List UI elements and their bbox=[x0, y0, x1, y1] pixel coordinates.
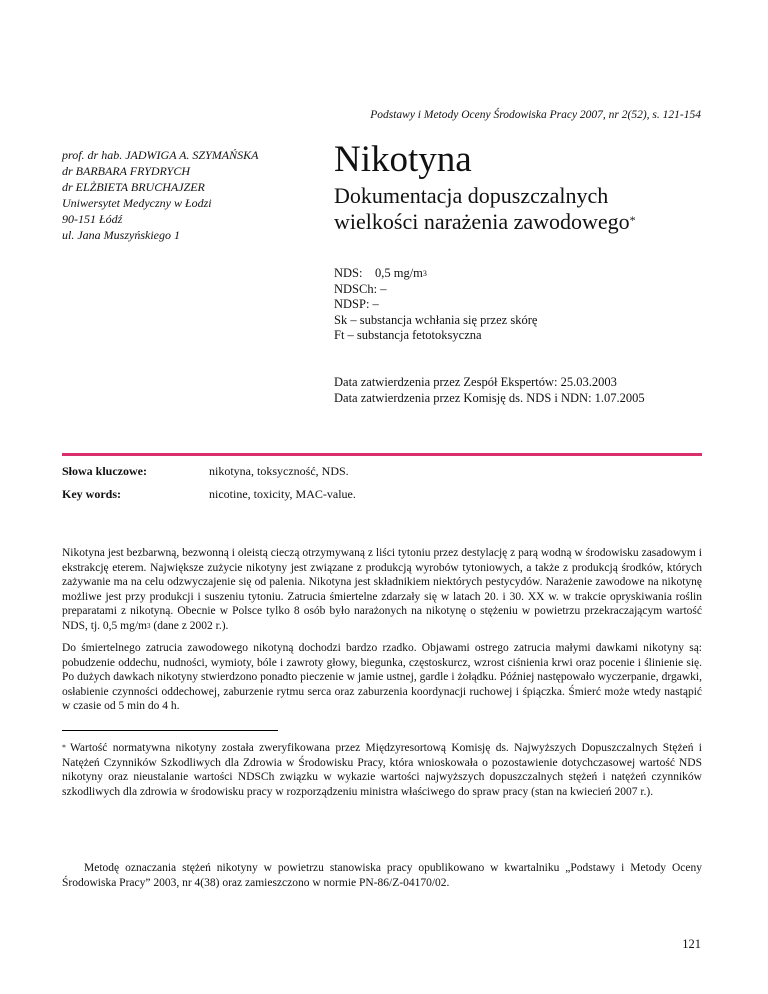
author-block bbox=[62, 147, 322, 243]
footnote-text: Wartość normatywna nikotyny została zweryfikowana przez Międzyresortową Komisję ds. Najwyższych Dopuszczalnych Stężeń i Natężeń Czynników Szkodliwych dla Zdrowia w Środowisku Pracy, która wnioskowała o pozostawienie dotychczasowej wartość NDS nikotyny oraz nieustalanie wartości NDSCh związku w wykazie wartości najwyższych dopuszczalnych stężeń i natężeń czynników szkodliwych dla zdrowia w środowisku pracy w rozporządzeniu ministra właściwego do spraw pracy (stan na kwiecień 2007 r.). bbox=[62, 742, 702, 798]
subtitle bbox=[334, 183, 636, 235]
section-divider bbox=[62, 453, 702, 456]
author-name: prof. dr hab. JADWIGA A. SZYMAŃSKA bbox=[62, 148, 259, 162]
nds-line bbox=[334, 266, 537, 282]
abstract-paragraph-1 bbox=[62, 546, 702, 634]
abstract-p1-exponent: 3 bbox=[146, 621, 151, 630]
keywords-pl-label: Słowa kluczowe: bbox=[62, 464, 147, 478]
sk-line: Sk – substancja wchłania się przez skórę bbox=[334, 312, 538, 327]
ndsp-line: NDSP: – bbox=[334, 297, 379, 311]
footnote-divider bbox=[62, 730, 278, 731]
nds-label: NDS: bbox=[334, 266, 363, 280]
author-name: dr BARBARA FRYDRYCH bbox=[62, 164, 191, 178]
subtitle-line-2 bbox=[334, 209, 636, 235]
footnote-marker: * bbox=[629, 213, 636, 227]
footnote bbox=[62, 741, 702, 799]
author-affiliation: Uniwersytet Medyczny w Łodzi bbox=[62, 196, 212, 210]
ft-line: Ft – substancja fetotoksyczna bbox=[334, 328, 482, 342]
author-street: ul. Jana Muszyńskiego 1 bbox=[62, 228, 180, 242]
keywords-en-label: Key words: bbox=[62, 487, 121, 501]
footnote-mark: * bbox=[62, 743, 66, 752]
method-note: Metodę oznaczania stężeń nikotyny w powietrzu stanowiska pracy opublikowano w kwartalniku „Podstawy i Metody Oceny Środowiska Pracy” 2003, nr 4(38) oraz zamieszczono w normie PN-86/Z-04170/02. bbox=[62, 862, 702, 889]
keywords-pl-value: nikotyna, toksyczność, NDS. bbox=[209, 464, 349, 478]
abstract-p1-text: Nikotyna jest bezbarwną, bezwonną i oleistą cieczą otrzymywaną z liści tytoniu przez destylację z parą wodną w środowisku zasadowym i ekstrakcję eterem. Największe zużycie nikotyny jest związane z produkcją wyrobów tytoniowych, a także z produkcją środków, których zażywanie ma na celu odzwyczajenie się od palenia. Nikotyna jest składnikiem niektórych pestycydów. Narażenie zawodowe na nikotynę możliwe jest przy produkcji i suszeniu tytoniu. Zatrucia śmiertelne zdarzały się w latach 20. i 30. XX w. w trakcie opryskiwania roślin preparatami z nikotyną. Obecnie w Polsce tylko 8 osób było narażonych na nikotynę o stężeniu w powietrzu przekraczającym wartość NDS, tj. 0,5 mg/m bbox=[62, 547, 702, 632]
nds-exponent: 3 bbox=[422, 269, 427, 278]
keywords-en-value: nicotine, toxicity, MAC-value. bbox=[209, 487, 356, 501]
author-name: dr ELŻBIETA BRUCHAJZER bbox=[62, 180, 205, 194]
exposure-limits bbox=[334, 266, 537, 344]
subtitle-line-1: Dokumentacja dopuszczalnych bbox=[334, 183, 609, 208]
subtitle-line-2-text: wielkości narażenia zawodowego bbox=[334, 209, 630, 234]
approval-dates bbox=[334, 375, 645, 406]
experts-date: Data zatwierdzenia przez Zespół Ekspertów: 25.03.2003 bbox=[334, 375, 617, 389]
journal-header: Podstawy i Metody Oceny Środowiska Pracy 2007, nr 2(52), s. 121-154 bbox=[370, 109, 701, 121]
commission-date: Data zatwierdzenia przez Komisję ds. NDS i NDN: 1.07.2005 bbox=[334, 390, 645, 405]
author-postcode: 90-151 Łódź bbox=[62, 212, 123, 226]
page-number: 121 bbox=[682, 937, 701, 951]
abstract-paragraph-2: Do śmiertelnego zatrucia zawodowego nikotyną dochodzi bardzo rzadko. Objawami ostrego zatrucia małymi dawkami nikotyny są: pobudzenie oddechu, nudności, wymioty, bóle i zawroty głowy, biegunka, częstoskurcz, wzrost ciśnienia krwi oraz pocenie i ślinienie się. Po dużych dawkach nikotyny stwierdzono ponadto pieczenie w jamie ustnej, gardle i żołądku. Później następowało wyczerpanie, drgawki, osłabienie czynności oddechowej, zaburzenie rytmu serca oraz zaburzenia koordynacji ruchowej i śpiączka. Śmierć może wtedy nastąpić w czasie od 5 min do 4 h. bbox=[62, 642, 702, 713]
abstract-p1-tail: (dane z 2002 r.). bbox=[150, 619, 229, 632]
ndsch-line: NDSCh: – bbox=[334, 281, 387, 296]
nds-value: 0,5 mg/m bbox=[374, 266, 423, 280]
page-title: Nikotyna bbox=[334, 139, 472, 180]
